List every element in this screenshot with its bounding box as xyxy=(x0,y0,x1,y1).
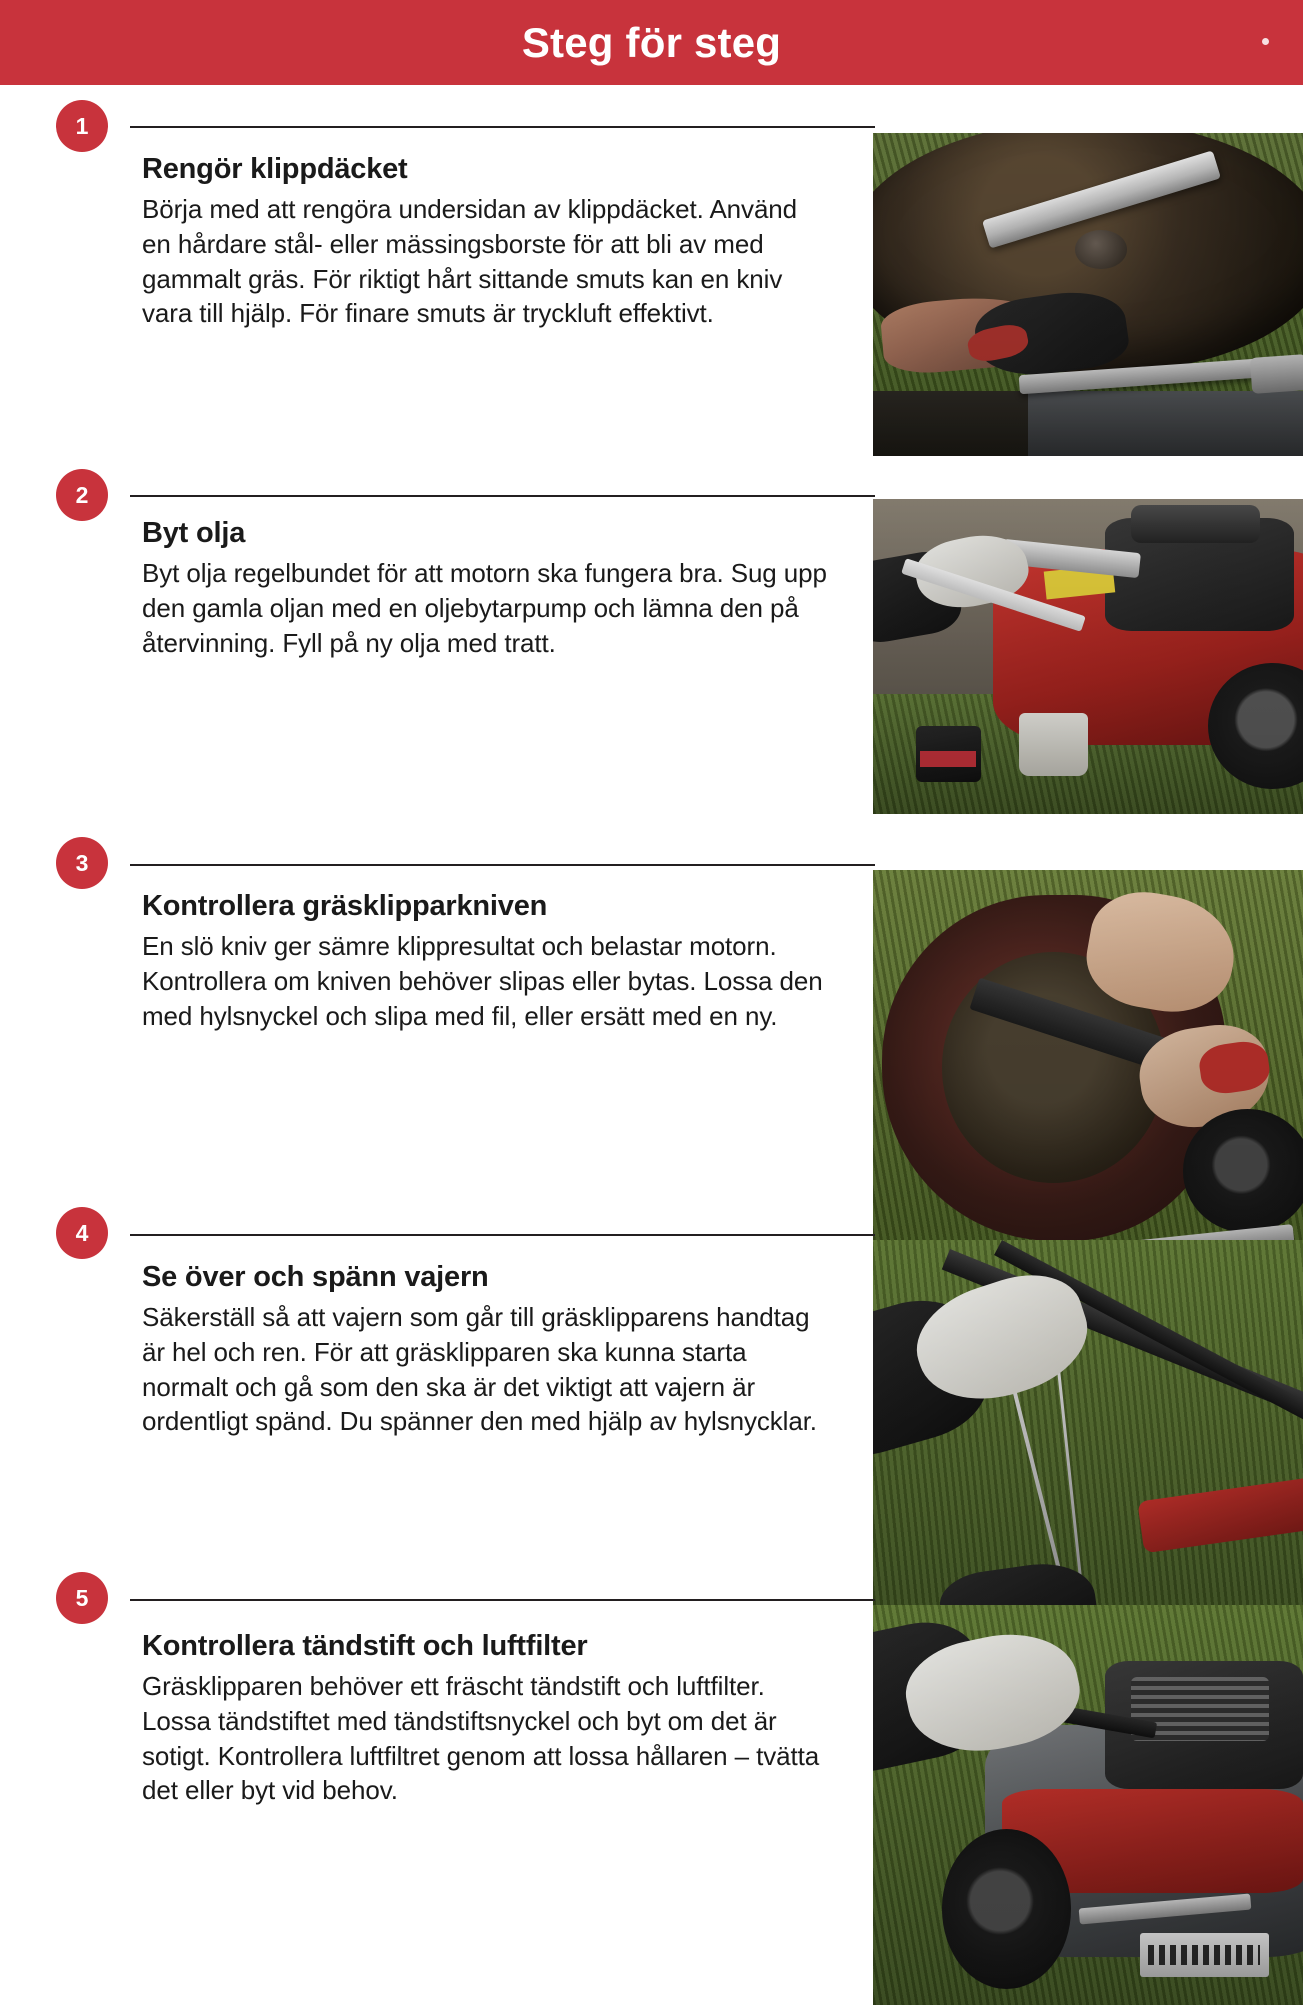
step-title: Kontrollera gräsklipparkniven xyxy=(142,890,548,922)
step-divider xyxy=(130,1599,875,1601)
step-number-badge: 1 xyxy=(56,100,108,152)
step-body: Börja med att rengöra undersidan av klippdäcket. Använd en hårdare stål- eller mässingsborste för att bli av med gammalt gräs. För riktigt hårt sittande smuts kan en kniv vara till hjälp. För finare smuts är tryckluft effektivt. xyxy=(142,194,798,329)
step-text-block xyxy=(142,517,832,660)
step-number-badge: 3 xyxy=(56,837,108,889)
step-photo xyxy=(873,499,1303,814)
step-photo xyxy=(873,133,1303,456)
step-photo xyxy=(873,870,1303,1282)
photo-shade-layer xyxy=(873,870,1303,1282)
photo-shade-layer xyxy=(873,499,1303,814)
step-photo xyxy=(873,1605,1303,2005)
step-text-block xyxy=(142,890,832,1033)
step-number-badge: 2 xyxy=(56,469,108,521)
step-title: Rengör klippdäcket xyxy=(142,153,408,185)
step-body: Byt olja regelbundet för att motorn ska fungera bra. Sug upp den gamla oljan med en oljebytarpump och lämna den på återvinning. Fyll på ny olja med tratt. xyxy=(142,558,827,658)
step-divider xyxy=(130,864,875,866)
step-number-badge: 5 xyxy=(56,1572,108,1624)
step-title: Byt olja xyxy=(142,517,246,549)
step-text-block xyxy=(142,153,832,331)
page-title: Steg för steg xyxy=(521,18,782,66)
step-text-block xyxy=(142,1261,832,1439)
step-number-badge: 4 xyxy=(56,1207,108,1259)
step-body: Säkerställ så att vajern som går till gräsklipparens handtag är hel och ren. För att gräsklipparen ska kunna starta normalt och gå som den ska är det viktigt att vajern är ordentligt spänd. Du spänner den med hjälp av hylsnycklar. xyxy=(142,1302,817,1437)
step-divider xyxy=(130,1234,875,1236)
step-body: En slö kniv ger sämre klippresultat och belastar motorn. Kontrollera om kniven behöver slipas eller bytas. Lossa den med hylsnyckel och slipa med fil, eller ersätt med en ny. xyxy=(142,931,823,1031)
step-title: Kontrollera tändstift och luftfilter xyxy=(142,1630,588,1662)
step-body: Gräsklipparen behöver ett fräscht tändstift och luftfilter. Lossa tändstiftet med tändstiftsnyckel och byt om det är sotigt. Kontrollera luftfiltret genom att lossa hållaren – tvätta det eller byt vid behov. xyxy=(142,1671,820,1806)
step-divider xyxy=(130,126,875,128)
registered-mark-icon xyxy=(1262,38,1269,45)
photo-shade-layer xyxy=(873,133,1303,456)
step-title: Se över och spänn vajern xyxy=(142,1261,489,1293)
photo-shade-layer xyxy=(873,1605,1303,2005)
step-text-block xyxy=(142,1630,832,1808)
step-divider xyxy=(130,495,875,497)
